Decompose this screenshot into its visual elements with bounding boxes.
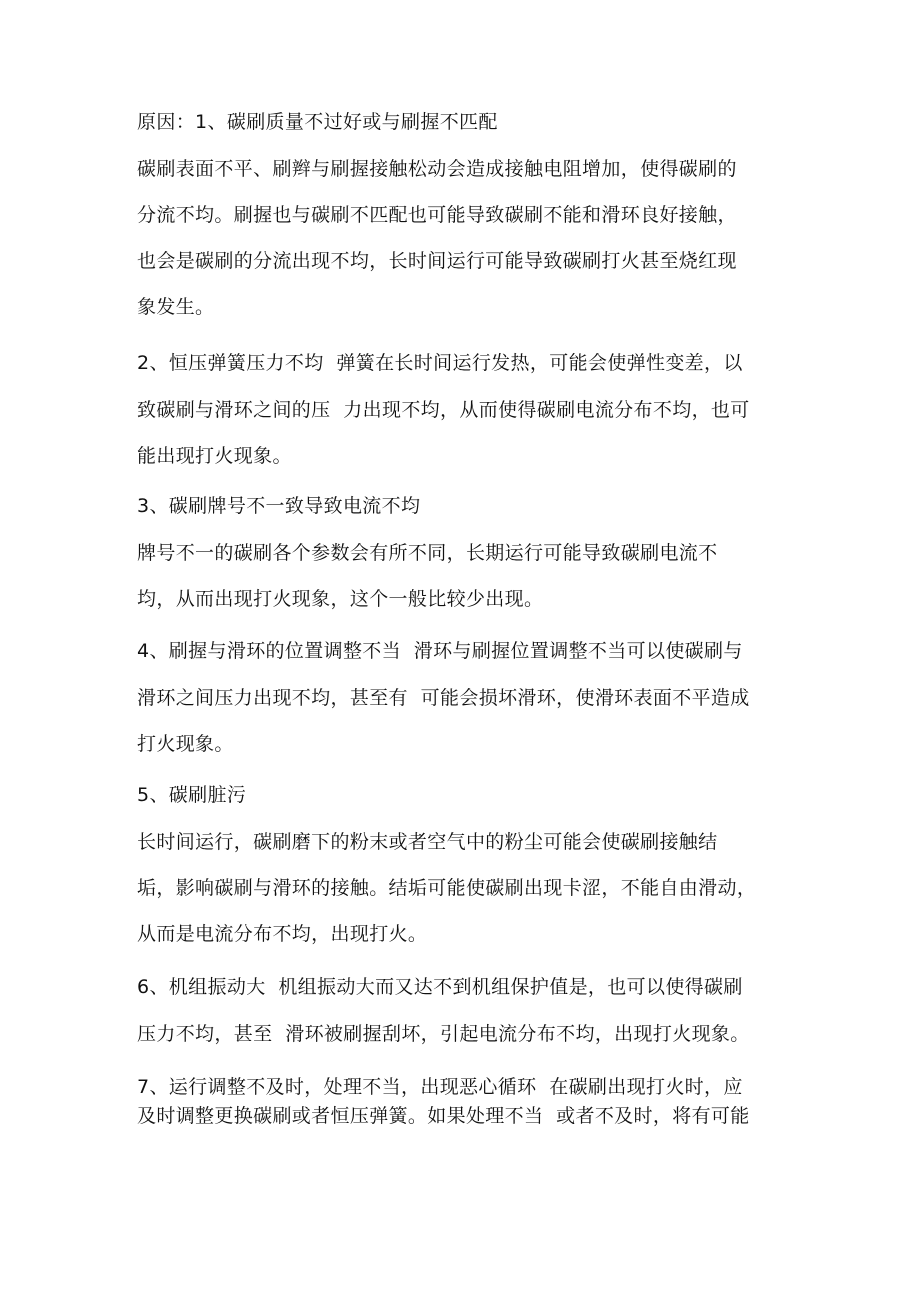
text-line: 能出现打火现象。	[137, 445, 292, 467]
text-line: 垢，影响碳刷与滑环的接触。结垢可能使碳刷出现卡涩，不能自由滑动，	[137, 877, 757, 899]
text-line: 均，从而出现打火现象，这个一般比较少出现。	[137, 588, 544, 610]
text-line: 压力不均，甚至 滑环被刷握刮坏，引起电流分布不均，出现打火现象。	[137, 1023, 750, 1045]
text-line: 也会是碳刷的分流出现不均，长时间运行可能导致碳刷打火甚至烧红现	[137, 250, 737, 272]
text-line: 分流不均。刷握也与碳刷不匹配也可能导致碳刷不能和滑环良好接触，	[137, 204, 737, 226]
text-line: 致碳刷与滑环之间的压 力出现不均，从而使得碳刷电流分布不均，也可	[137, 399, 750, 421]
text-line: 2、恒压弹簧压力不均 弹簧在长时间运行发热，可能会使弹性变差，以	[137, 352, 743, 374]
text-line: 长时间运行，碳刷磨下的粉末或者空气中的粉尘可能会使碳刷接触结	[137, 831, 718, 853]
text-line: 7、运行调整不及时，处理不当，出现恶心循环 在碳刷出现打火时，应	[137, 1076, 743, 1098]
text-line: 原因：1、碳刷质量不过好或与刷握不匹配	[137, 111, 498, 133]
text-line: 4、刷握与滑环的位置调整不当 滑环与刷握位置调整不当可以使碳刷与	[137, 640, 743, 662]
text-line: 牌号不一的碳刷各个参数会有所不同，长期运行可能导致碳刷电流不	[137, 542, 718, 564]
text-line: 打火现象。	[137, 733, 234, 755]
text-line: 象发生。	[137, 296, 215, 318]
text-line: 碳刷表面不平、刷辫与刷握接触松动会造成接触电阻增加，使得碳刷的	[137, 158, 737, 180]
text-line: 滑环之间压力出现不均，甚至有 可能会损坏滑环，使滑环表面不平造成	[137, 687, 750, 709]
text-line: 6、机组振动大 机组振动大而又达不到机组保护值是，也可以使得碳刷	[137, 976, 743, 998]
text-line: 3、碳刷牌号不一致导致电流不均	[137, 495, 421, 517]
text-line: 及时调整更换碳刷或者恒压弹簧。如果处理不当 或者不及时，将有可能	[137, 1105, 750, 1127]
text-line: 从而是电流分布不均，出现打火。	[137, 923, 428, 945]
text-line: 5、碳刷脏污	[137, 784, 247, 806]
